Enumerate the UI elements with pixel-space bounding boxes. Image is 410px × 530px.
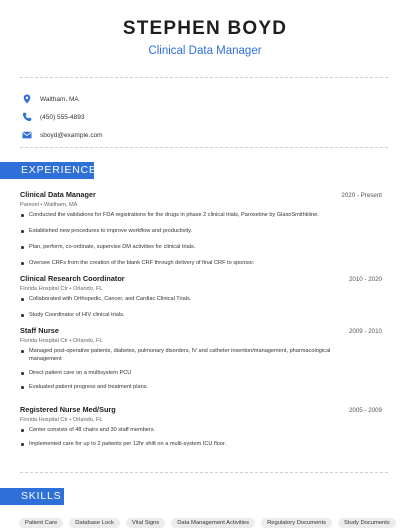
location-text: Waltham, MA bbox=[40, 95, 79, 103]
job-entry bbox=[20, 405, 382, 448]
job-entry bbox=[20, 274, 382, 319]
candidate-name: STEPHEN BOYD bbox=[122, 18, 288, 39]
skills-heading: SKILLS bbox=[21, 490, 62, 502]
candidate-role: Clinical Data Manager bbox=[148, 45, 262, 57]
job-bullet: Oversee CRFs from the creation of the blank CRF through delivery of final CRF to sponsor. bbox=[20, 259, 382, 267]
experience-heading: EXPERIENCE bbox=[21, 164, 97, 176]
job-entry bbox=[20, 190, 382, 267]
phone-text: (450) 555-4893 bbox=[40, 113, 85, 121]
job-bullet: Managed post-operative patients, diabetes, pulmonary disorders, IV and catheter insertion/management, pharmacological management bbox=[20, 347, 360, 363]
job-title: Clinical Research Coordinator bbox=[20, 274, 125, 283]
job-title: Staff Nurse bbox=[20, 326, 59, 335]
job-bullets bbox=[20, 295, 382, 319]
job-bullet: Evaluated patient progress and treatment plans. bbox=[20, 383, 382, 391]
contact-block bbox=[0, 78, 410, 144]
job-bullet: Collaborated with Orthopedic, Cancer, and Cardiac Clinical Trials. bbox=[20, 295, 382, 303]
job-entry bbox=[20, 326, 382, 391]
contact-divider bbox=[20, 147, 390, 148]
job-bullet: Implemented care for up to 2 patients per 12hr shift on a multi-system ICU floor. bbox=[20, 440, 382, 448]
skills-list bbox=[19, 518, 396, 528]
skill-pill: Data Management Activities bbox=[171, 518, 255, 528]
contact-email[interactable] bbox=[22, 126, 410, 144]
job-company: Parexel • Waltham, MA bbox=[20, 202, 78, 208]
job-title: Clinical Data Manager bbox=[20, 190, 96, 199]
job-title: Registered Nurse Med/Surg bbox=[20, 405, 116, 414]
job-company: Florida Hospital Ctr • Orlando, FL bbox=[20, 417, 103, 423]
skill-pill: Database Lock bbox=[69, 518, 120, 528]
job-bullet: Direct patient care on a multisystem PCU bbox=[20, 369, 382, 377]
skills-section-header bbox=[0, 488, 64, 505]
skill-pill: Patient Care bbox=[19, 518, 63, 528]
experience-section-header bbox=[0, 162, 97, 179]
job-bullets bbox=[20, 211, 382, 267]
skill-pill: Vital Signs bbox=[126, 518, 165, 528]
phone-icon bbox=[22, 112, 32, 122]
job-dates: 2009 - 2010 bbox=[348, 328, 382, 335]
job-bullets bbox=[20, 426, 382, 448]
skill-pill: Regulatory Documents bbox=[261, 518, 332, 528]
job-company: Florida Hospital Ctr • Orlando, FL bbox=[20, 286, 103, 292]
envelope-icon bbox=[22, 130, 32, 140]
contact-phone bbox=[22, 108, 410, 126]
job-bullet: Center consists of 48 chairs and 30 staff members. bbox=[20, 426, 382, 434]
skill-pill: Study Documents bbox=[338, 518, 396, 528]
job-bullet: Established new procedures to improve workflow and productivity. bbox=[20, 227, 382, 235]
job-dates: 2005 - 2009 bbox=[348, 407, 382, 414]
job-bullet: Conducted the validations for FDA registrations for the drugs in phase 2 clinical trials, Paroxetine by GlaxoSmithkline. bbox=[20, 211, 382, 219]
job-bullet: Study Coordinator of HIV clinical trials. bbox=[20, 311, 382, 319]
map-pin-icon bbox=[22, 94, 32, 104]
email-text[interactable]: sboyd@example.com bbox=[40, 131, 103, 139]
experience-divider bbox=[20, 472, 390, 473]
job-bullets bbox=[20, 347, 382, 391]
resume-header bbox=[0, 0, 410, 57]
job-company: Florida Hospital Ctr • Orlando, FL bbox=[20, 338, 103, 344]
job-dates: 2010 - 2020 bbox=[348, 276, 382, 283]
contact-location bbox=[22, 90, 410, 108]
job-bullet: Plan, perform, co-ordinate, supervise DM activities for clinical trials. bbox=[20, 243, 382, 251]
job-dates: 2020 - Present bbox=[341, 192, 382, 199]
